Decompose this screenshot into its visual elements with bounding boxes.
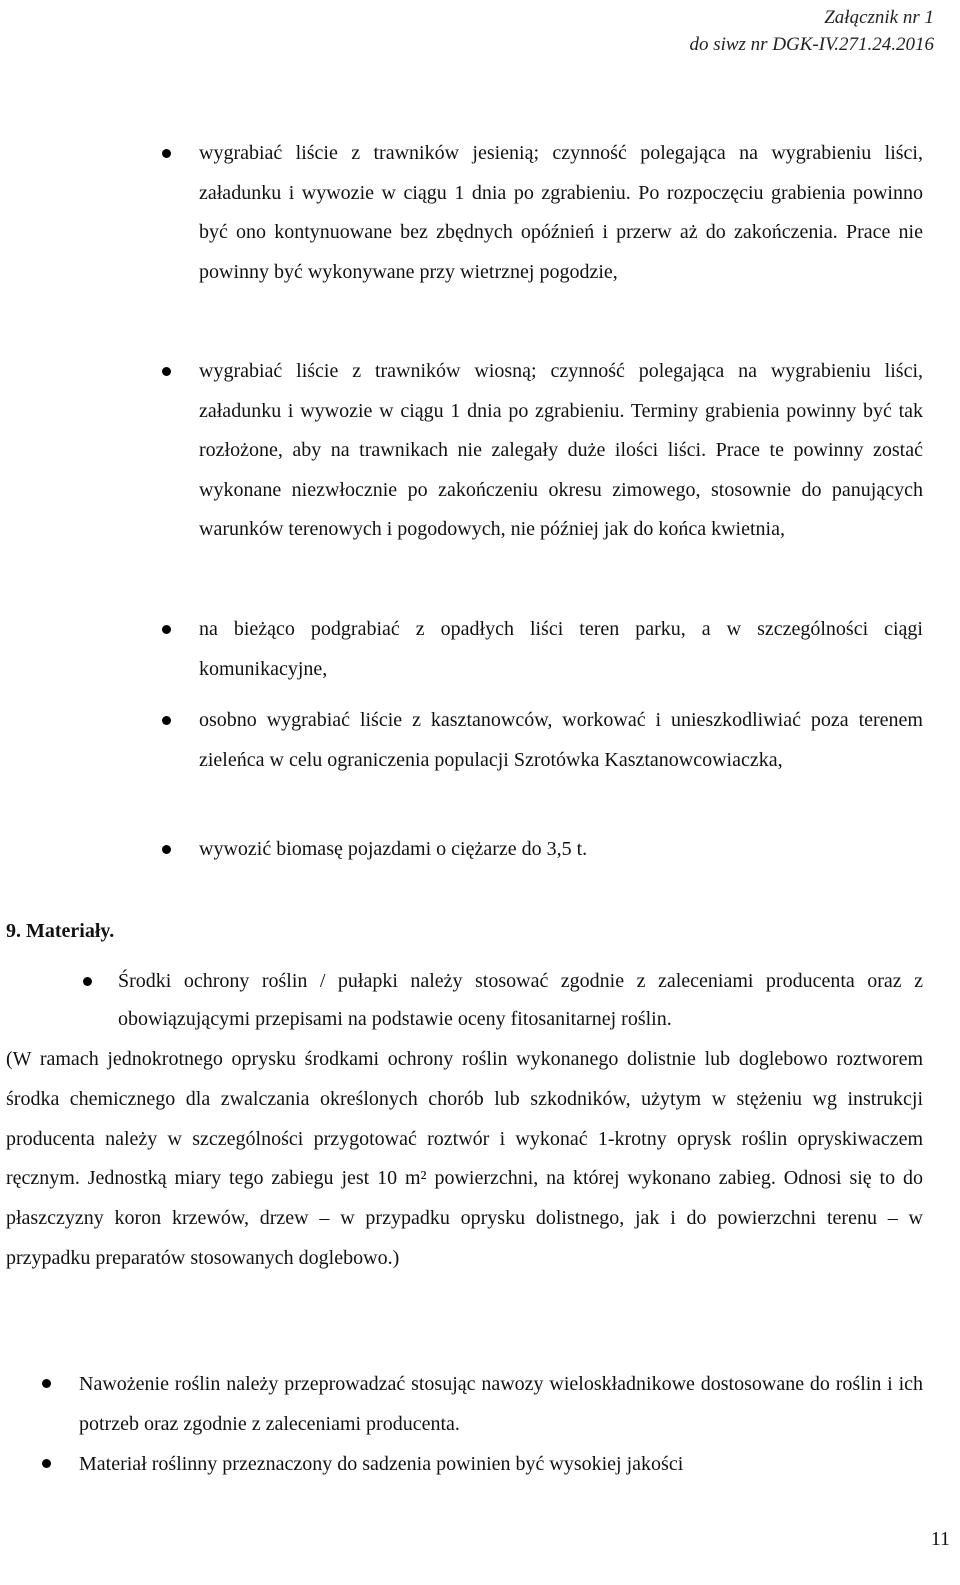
bullet-icon — [162, 367, 171, 376]
document-header — [689, 4, 934, 58]
list-item-text: Nawożenie roślin należy przeprowadzać stosując nawozy wieloskładnikowe dostosowane do roślin i ich potrzeb oraz zgodnie z zaleceniami producenta. — [79, 1373, 923, 1435]
list-item-text: wywozić biomasę pojazdami o ciężarze do 3,5 t. — [199, 838, 588, 860]
section-heading: 9. Materiały. — [6, 920, 115, 942]
tender-reference: do siwz nr DGK-IV.271.24.2016 — [689, 34, 934, 55]
annex-label: Załącznik nr 1 — [824, 7, 934, 28]
materials-paragraph: (W ramach jednokrotnego oprysku środkami ochrony roślin wykonanego dolistnie lub doglebowo roztworem środka chemicznego dla zwalczania określonych chorób lub szkodników, użytym w stężeniu wg instrukcji producenta należy w szczególności przygotować roztwór i wykonać 1-krotny oprysk roślin opryskiwaczem ręcznym. Jednostką miary tego zabiegu jest 10 m² powierzchni, na której wykonano zabieg. Odnosi się to do płaszczyzny koron krzewów, drzew – w przypadku oprysku dolistnego, jak i do powierzchni terenu – w przypadku preparatów stosowanych doglebowo.) — [6, 1048, 923, 1269]
bullet-icon — [162, 625, 171, 634]
bullet-icon — [162, 845, 171, 854]
list-item — [199, 134, 923, 292]
list-item — [79, 1364, 923, 1444]
list-item-text: Materiał roślinny przeznaczony do sadzenia powinien być wysokiej jakości — [79, 1453, 684, 1475]
bullet-icon — [162, 716, 171, 725]
list-item — [199, 352, 923, 550]
bullet-icon — [42, 1379, 51, 1388]
list-item — [199, 701, 923, 780]
list-item-text: osobno wygrabiać liście z kasztanowców, workować i unieszkodliwiać poza terenem zieleńca w celu ograniczenia populacji Szrotówka Kasztanowcowiaczka, — [199, 709, 923, 771]
list-item-text: Środki ochrony roślin / pułapki należy stosować zgodnie z zaleceniami producenta oraz z obowiązującymi przepisami na podstawie oceny fitosanitarnej roślin. — [118, 970, 923, 1030]
list-item — [199, 610, 923, 689]
bullet-icon — [42, 1459, 51, 1468]
list-item-text: na bieżąco podgrabiać z opadłych liści teren parku, a w szczególności ciągi komunikacyjne, — [199, 618, 923, 680]
bullet-icon — [162, 149, 171, 158]
list-item — [199, 830, 923, 870]
list-item-text: wygrabiać liście z trawników wiosną; czynność polegająca na wygrabieniu liści, załadunku i wywozie w ciągu 1 dnia po zgrabieniu. Terminy grabienia powinny być tak rozłożone, aby na trawnikach nie zalegały duże ilości liści. Prace te powinny zostać wykonane niezwłocznie po zakończeniu okresu zimowego, stosownie do panujących warunków terenowych i pogodowych, nie później jak do końca kwietnia, — [199, 360, 923, 541]
list-item — [118, 962, 923, 1038]
bullet-icon — [83, 977, 92, 986]
list-item — [79, 1444, 923, 1484]
page-number: 11 — [930, 1528, 950, 1550]
list-item-text: wygrabiać liście z trawników jesienią; czynność polegająca na wygrabieniu liści, załadunku i wywozie w ciągu 1 dnia po zgrabieniu. Po rozpoczęciu grabienia powinno być ono kontynuowane bez zbędnych opóźnień i przerw aż do zakończenia. Prace nie powinny być wykonywane przy wietrznej pogodzie, — [199, 142, 923, 283]
